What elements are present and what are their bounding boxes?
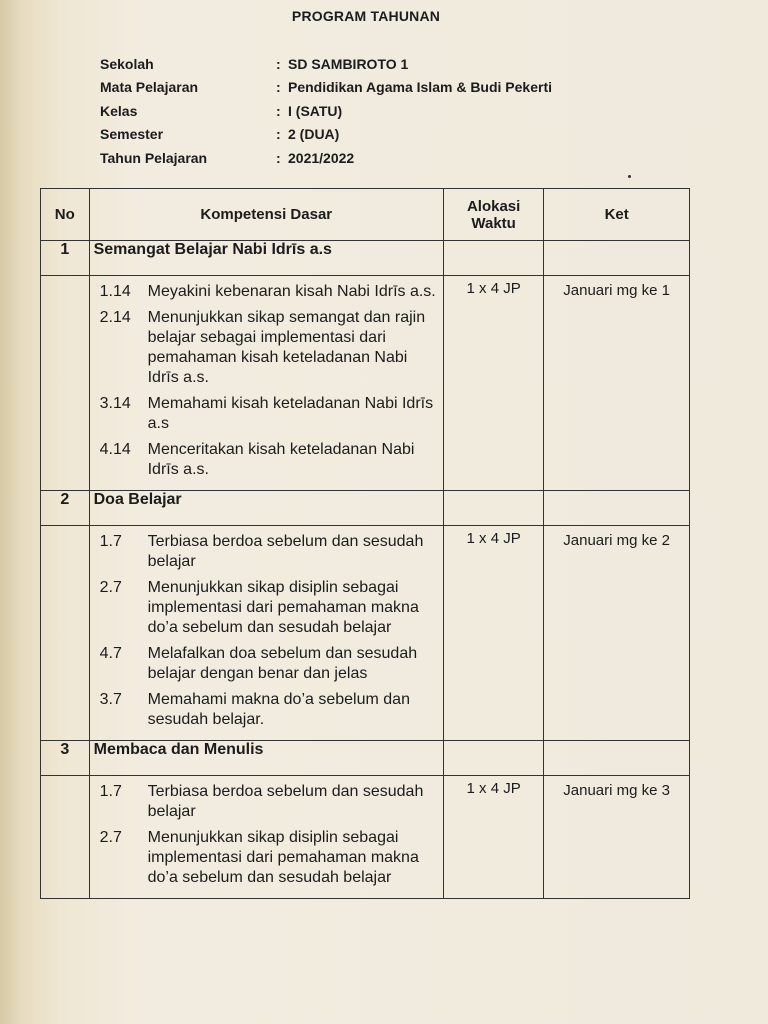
- header-kompetensi-dasar: Kompetensi Dasar: [89, 189, 443, 241]
- kd-text: Memahami kisah keteladanan Nabi Idrīs a.s: [147, 395, 434, 432]
- list-item: [96, 308, 437, 388]
- kd-text: Menunjukkan sikap disiplin sebagai implementasi dari pemahaman makna do’a sebelum dan sesudah belajar: [147, 829, 419, 886]
- info-value: Pendidikan Agama Islam & Budi Pekerti: [288, 79, 553, 96]
- info-separator: :: [276, 102, 281, 119]
- empty-cell: [41, 776, 90, 899]
- section-row: [41, 741, 690, 776]
- list-item: [96, 782, 437, 822]
- kd-code: 4.14: [99, 441, 131, 458]
- section-title: Membaca dan Menulis: [89, 741, 443, 776]
- kd-list: [89, 776, 443, 899]
- kd-list: [89, 276, 443, 491]
- section-row: [41, 241, 690, 276]
- list-item: [96, 644, 437, 684]
- info-value: SD SAMBIROTO 1: [288, 55, 409, 72]
- list-item: [96, 578, 437, 638]
- info-label: Mata Pelajaran: [100, 79, 199, 96]
- section-title: Doa Belajar: [89, 491, 443, 526]
- section-row: [41, 491, 690, 526]
- ket-value: Januari mg ke 3: [544, 776, 690, 899]
- info-separator: :: [276, 79, 281, 96]
- empty-cell: [41, 276, 90, 491]
- list-item: [96, 690, 437, 730]
- alokasi-value: 1 x 4 JP: [443, 526, 543, 741]
- list-item: [96, 282, 437, 302]
- ket-value: Januari mg ke 2: [544, 526, 690, 741]
- header-ket: Ket: [544, 189, 690, 241]
- kd-text: Menceritakan kisah keteladanan Nabi Idrīs a.s.: [147, 441, 415, 478]
- section-number: 1: [41, 241, 90, 276]
- empty-cell: [544, 491, 690, 526]
- header-no: No: [41, 189, 90, 241]
- empty-cell: [544, 241, 690, 276]
- section-title: Semangat Belajar Nabi Idrīs a.s: [89, 241, 443, 276]
- empty-cell: [443, 491, 543, 526]
- section-number: 2: [41, 491, 90, 526]
- list-item: [96, 532, 437, 572]
- kd-text: Meyakini kebenaran kisah Nabi Idrīs a.s.: [147, 283, 436, 300]
- kd-text: Terbiasa berdoa sebelum dan sesudah belajar: [147, 533, 424, 570]
- kd-code: 3.7: [99, 691, 122, 708]
- kd-code: 4.7: [99, 645, 122, 662]
- kd-text: Menunjukkan sikap disiplin sebagai implementasi dari pemahaman makna do’a sebelum dan sesudah belajar: [147, 579, 419, 636]
- kd-code: 2.7: [99, 829, 122, 846]
- info-label: Sekolah: [100, 55, 154, 72]
- header-alokasi-waktu: Alokasi Waktu: [443, 189, 543, 241]
- empty-cell: [443, 241, 543, 276]
- speck-mark: [628, 175, 631, 178]
- section-detail-row: [41, 776, 690, 899]
- info-row-kelas: [100, 99, 660, 123]
- kd-code: 2.14: [99, 309, 131, 326]
- table-header-row: [41, 189, 690, 241]
- kd-code: 1.7: [99, 783, 122, 800]
- info-value: I (SATU): [288, 102, 343, 119]
- list-item: [96, 440, 437, 480]
- info-row-semester: [100, 123, 660, 147]
- info-separator: :: [276, 126, 281, 143]
- info-label: Semester: [100, 126, 164, 143]
- kd-text: Melafalkan doa sebelum dan sesudah belajar dengan benar dan jelas: [147, 645, 418, 682]
- section-detail-row: [41, 526, 690, 741]
- info-row-tahun-pelajaran: [100, 146, 660, 170]
- info-row-mata-pelajaran: [100, 76, 660, 100]
- kd-text: Terbiasa berdoa sebelum dan sesudah belajar: [147, 783, 424, 820]
- kd-code: 3.14: [99, 395, 131, 412]
- empty-cell: [544, 741, 690, 776]
- ket-value: Januari mg ke 1: [544, 276, 690, 491]
- info-label: Tahun Pelajaran: [100, 149, 208, 166]
- empty-cell: [41, 526, 90, 741]
- kd-text: Memahami makna do’a sebelum dan sesudah belajar.: [147, 691, 410, 728]
- alokasi-value: 1 x 4 JP: [443, 776, 543, 899]
- info-value: 2021/2022: [288, 149, 355, 166]
- page-title: PROGRAM TAHUNAN: [291, 8, 441, 24]
- info-label: Kelas: [100, 102, 138, 119]
- kd-code: 1.7: [99, 533, 122, 550]
- section-number: 3: [41, 741, 90, 776]
- info-value: 2 (DUA): [288, 126, 340, 143]
- info-row-sekolah: [100, 52, 660, 76]
- program-table: [40, 188, 690, 899]
- alokasi-value: 1 x 4 JP: [443, 276, 543, 491]
- kd-code: 1.14: [99, 283, 131, 300]
- section-detail-row: [41, 276, 690, 491]
- kd-code: 2.7: [99, 579, 122, 596]
- kd-text: Menunjukkan sikap semangat dan rajin belajar sebagai implementasi dari pemahaman kisah keteladanan Nabi Idrīs a.s.: [147, 309, 426, 386]
- kd-list: [89, 526, 443, 741]
- info-separator: :: [276, 149, 281, 166]
- list-item: [96, 394, 437, 434]
- list-item: [96, 828, 437, 888]
- info-separator: :: [276, 55, 281, 72]
- info-block: [100, 52, 660, 170]
- empty-cell: [443, 741, 543, 776]
